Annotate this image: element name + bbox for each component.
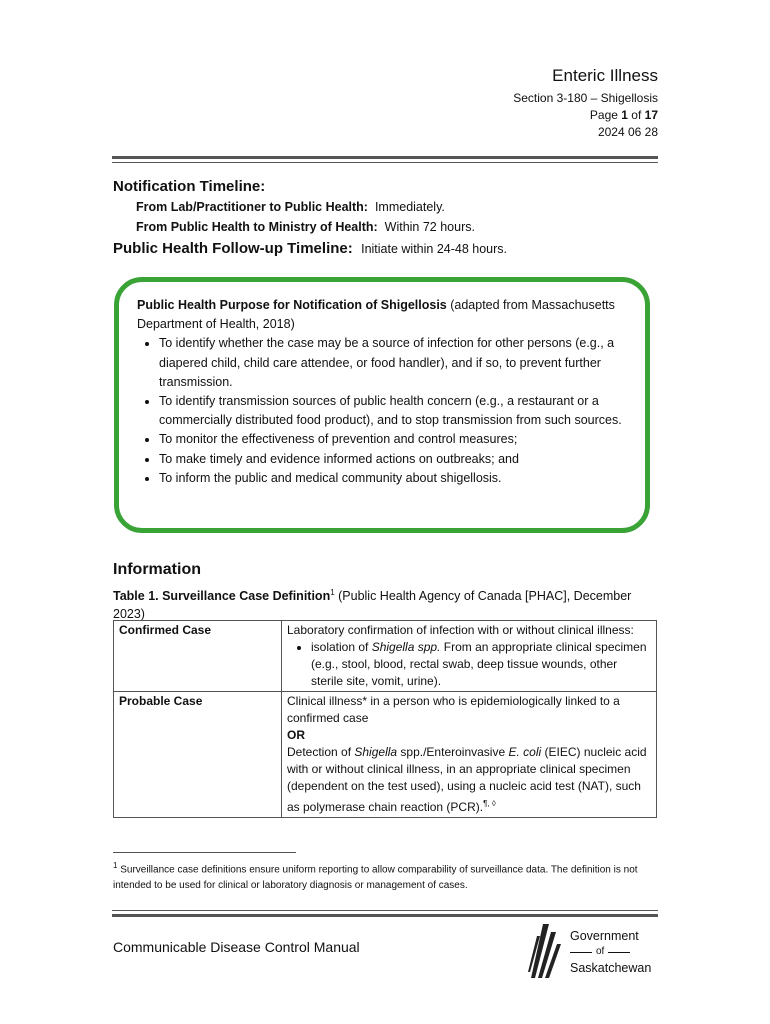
section-label: Section 3-180 – Shigellosis: [513, 91, 658, 105]
ph-timeline: From Public Health to Ministry of Health: Within 72 hours.: [136, 220, 475, 234]
case-definition-table: [113, 620, 657, 818]
footnote: $^1$ Surveillance case definitions ensure uniform reporting to allow comparability of surveillance data. The definition is not intended to be used for clinical or laboratory diagnosis or management of cases.: [113, 861, 638, 892]
purpose-item: • To make timely and evidence informed actions on outbreaks; and: [159, 450, 652, 469]
table-row: [114, 621, 657, 692]
purpose-item: • To identify whether the case may be a source of infection for other persons (e.g., a diapered child, child care attendee, or food handler), and if so, to prevent further transmission.: [159, 334, 652, 392]
table-caption: Table 1. Surveillance Case Definition$^1$ (Public Health Agency of Canada [PHAC], December 2023): [113, 588, 632, 622]
document-title: Enteric Illness: [552, 66, 658, 85]
purpose-content: [137, 296, 652, 488]
confirmed-case-definition: Laboratory confirmation of infection with or without clinical illness: • isolation of Shigella spp. From an appropriate clinical specimen (e.g., stool, blood, rectal swab, deep tissue wounds, other sterile site, vomit, urine).: [282, 621, 657, 692]
information-heading: Information: [113, 561, 201, 578]
footnote-divider: [113, 852, 296, 853]
logo-wordmark: Government of Saskatchewan: [570, 929, 652, 975]
manual-title: Communicable Disease Control Manual: [113, 939, 360, 955]
purpose-item: • To inform the public and medical community about shigellosis.: [159, 469, 652, 488]
purpose-item: • To identify transmission sources of public health concern (e.g., a restaurant or a commercially distributed food product), and to stop transmission from such sources.: [159, 392, 652, 430]
confirmed-case-label: Confirmed Case: [114, 621, 282, 692]
purpose-heading: Public Health Purpose for Notification of Shigellosis (adapted from Massachusetts Department of Health, 2018): [137, 298, 615, 332]
footer-divider: [112, 914, 658, 917]
wheat-sheaf-icon: [525, 922, 565, 980]
header-divider-thin: [112, 162, 658, 163]
probable-case-label: Probable Case: [114, 692, 282, 818]
page-number: Page 1 of 17: [589, 108, 658, 122]
document-date: 2024 06 28: [597, 125, 658, 139]
notification-heading: Notification Timeline:: [113, 178, 266, 195]
followup-heading: Public Health Follow-up Timeline: Initiate within 24-48 hours.: [113, 240, 508, 257]
saskatchewan-logo: [525, 922, 655, 982]
probable-case-definition: Clinical illness* in a person who is epidemiologically linked to a confirmed case OR Detection of Shigella spp./Enteroinvasive E. coli (EIEC) nucleic acid with or without clinical illness, in an appropriate clinical specimen (dependent on the test used), using a nucleic acid test (NAT), such as polymerase chain reaction (PCR).¶, ◊: [282, 692, 657, 818]
purpose-list: [137, 334, 652, 488]
header-divider: [112, 156, 658, 159]
lab-timeline: From Lab/Practitioner to Public Health: Immediately.: [136, 200, 445, 214]
footer-divider-thin: [112, 910, 658, 911]
purpose-item: • To monitor the effectiveness of prevention and control measures;: [159, 430, 652, 449]
table-row: [114, 692, 657, 818]
